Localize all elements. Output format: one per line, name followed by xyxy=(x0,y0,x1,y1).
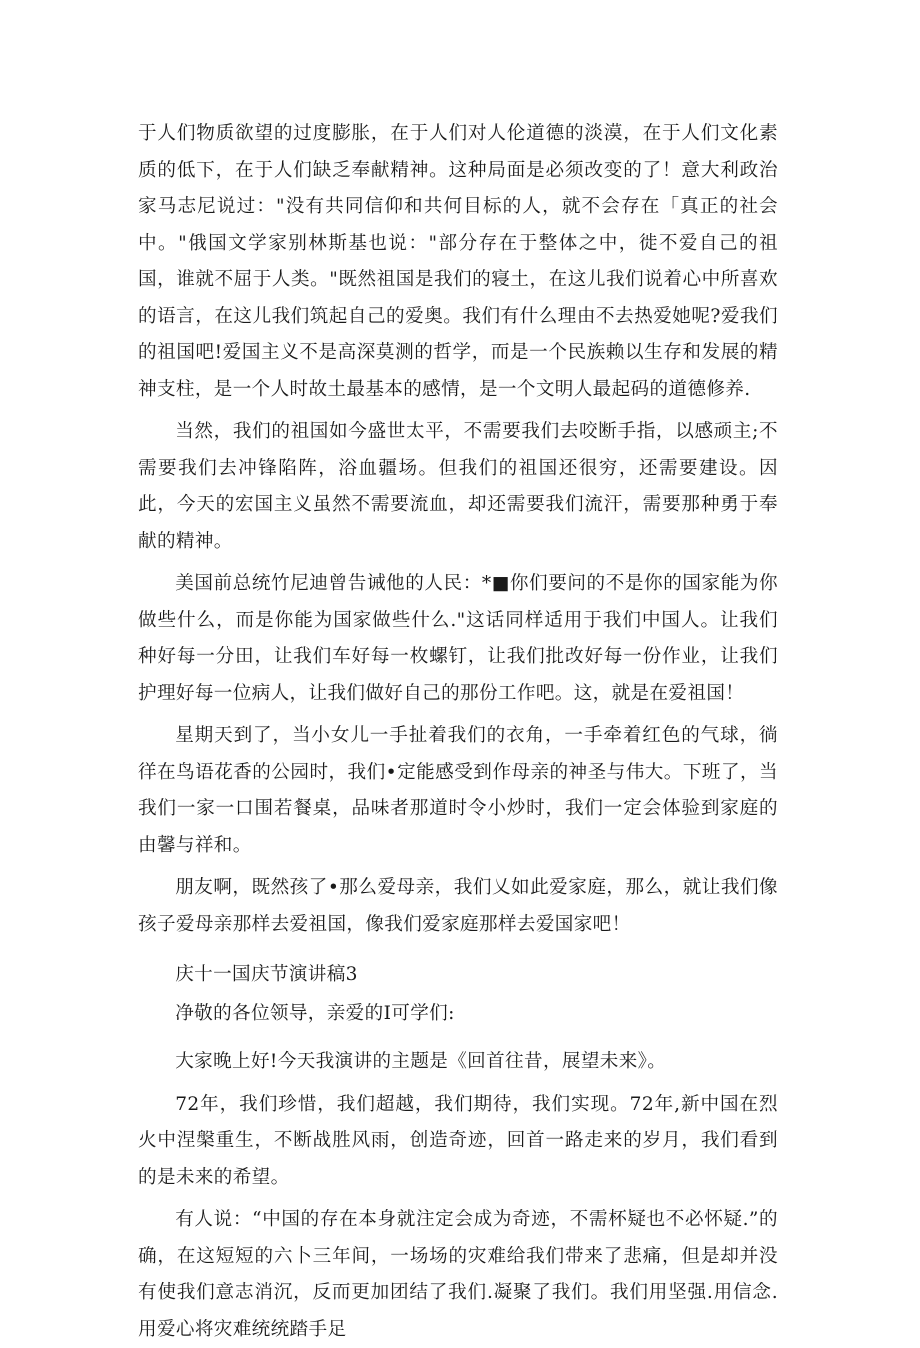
speech-body xyxy=(138,116,778,1348)
section-heading: 庆十一国庆节演讲稿3 xyxy=(175,964,358,985)
paragraph-4: 星期天到了，当小女儿一手扯着我们的衣角，一手牵着红色的气球，徜徉在鸟语花香的公园时，我们•定能感受到作母亲的神圣与伟大。下班了，当我们一家一口围若餐桌，品味者那道时令小炒时，我们一定会体验到家庭的由馨与祥和。 xyxy=(138,725,778,856)
paragraph-6: 大家晚上好!今天我演讲的主题是《回首往昔，展望未来》。 xyxy=(175,1051,667,1072)
paragraph-8: 有人说：“中国的存在本身就注定会成为奇迹，不需杯疑也不必怀疑.”的确，在这短短的六卜三年间，一场场的灾难给我们带来了悲痛，但是却并没有使我们意志消沉，反而更加团结了我们.凝聚了我们。我们用坚强.用信念.用爱心将灾难统统踏手足 xyxy=(138,1209,778,1340)
paragraph-1: 于人们物质欲望的过度膨胀，在于人们对人伦道德的淡漠，在于人们文化素质的低下，在于人们缺乏奉献精神。这种局面是必须改变的了！意大利政治家马志尼说过："没有共同信仰和共何目标的人，就不会存在「真正的社会中。"俄国文学家别林斯基也说："部分存在于整体之中，徙不爱自己的祖国，谁就不屈于人类。"既然祖国是我们的寝土，在这儿我们说着心中所喜欢的语言，在这儿我们筑起自己的爱奥。我们有什么理由不去热爱她呢?爱我们的祖国吧!爱国主义不是高深莫测的哲学，而是一个民族赖以生存和发展的精神支柱，是一个人时故土最基本的感情，是一个文明人最起码的道德修养. xyxy=(138,123,778,400)
paragraph-2: 当然，我们的祖国如今盛世太平，不需要我们去咬断手指，以感顽主;不需要我们去冲锋陷阵，浴血疆场。但我们的祖国还很穷，还需要建设。因此，今天的宏国主义虽然不需要流血，却还需要我们流汗，需要那种勇于奉献的精神。 xyxy=(138,421,778,552)
salutation: 净敬的各位领导，亲爱的I可学们: xyxy=(175,1002,455,1024)
paragraph-3: 美国前总统竹尼迪曾告诫他的人民：*■你们要问的不是你的国家能为你做些什么，而是你能为国家做些什么."这话同样适用于我们中国人。让我们种好每一分田，让我们车好每一枚螺钉，让我们批改好每一份作业，让我们护理好每一位病人，让我们做好自己的那份工作吧。这，就是在爱祖国！ xyxy=(138,573,778,704)
paragraph-7: 72年，我们珍惜，我们超越，我们期待，我们实现。72年,新中国在烈火中涅槃重生，不断战胜风雨，创造奇迹，回首一路走来的岁月，我们看到的是未来的希望。 xyxy=(138,1093,778,1188)
paragraph-5: 朋友啊，既然孩了•那么爱母亲，我们乂如此爱家庭，那么，就让我们像孩子爱母亲那样去爱祖国，像我们爱家庭那样去爱国家吧！ xyxy=(138,877,778,935)
